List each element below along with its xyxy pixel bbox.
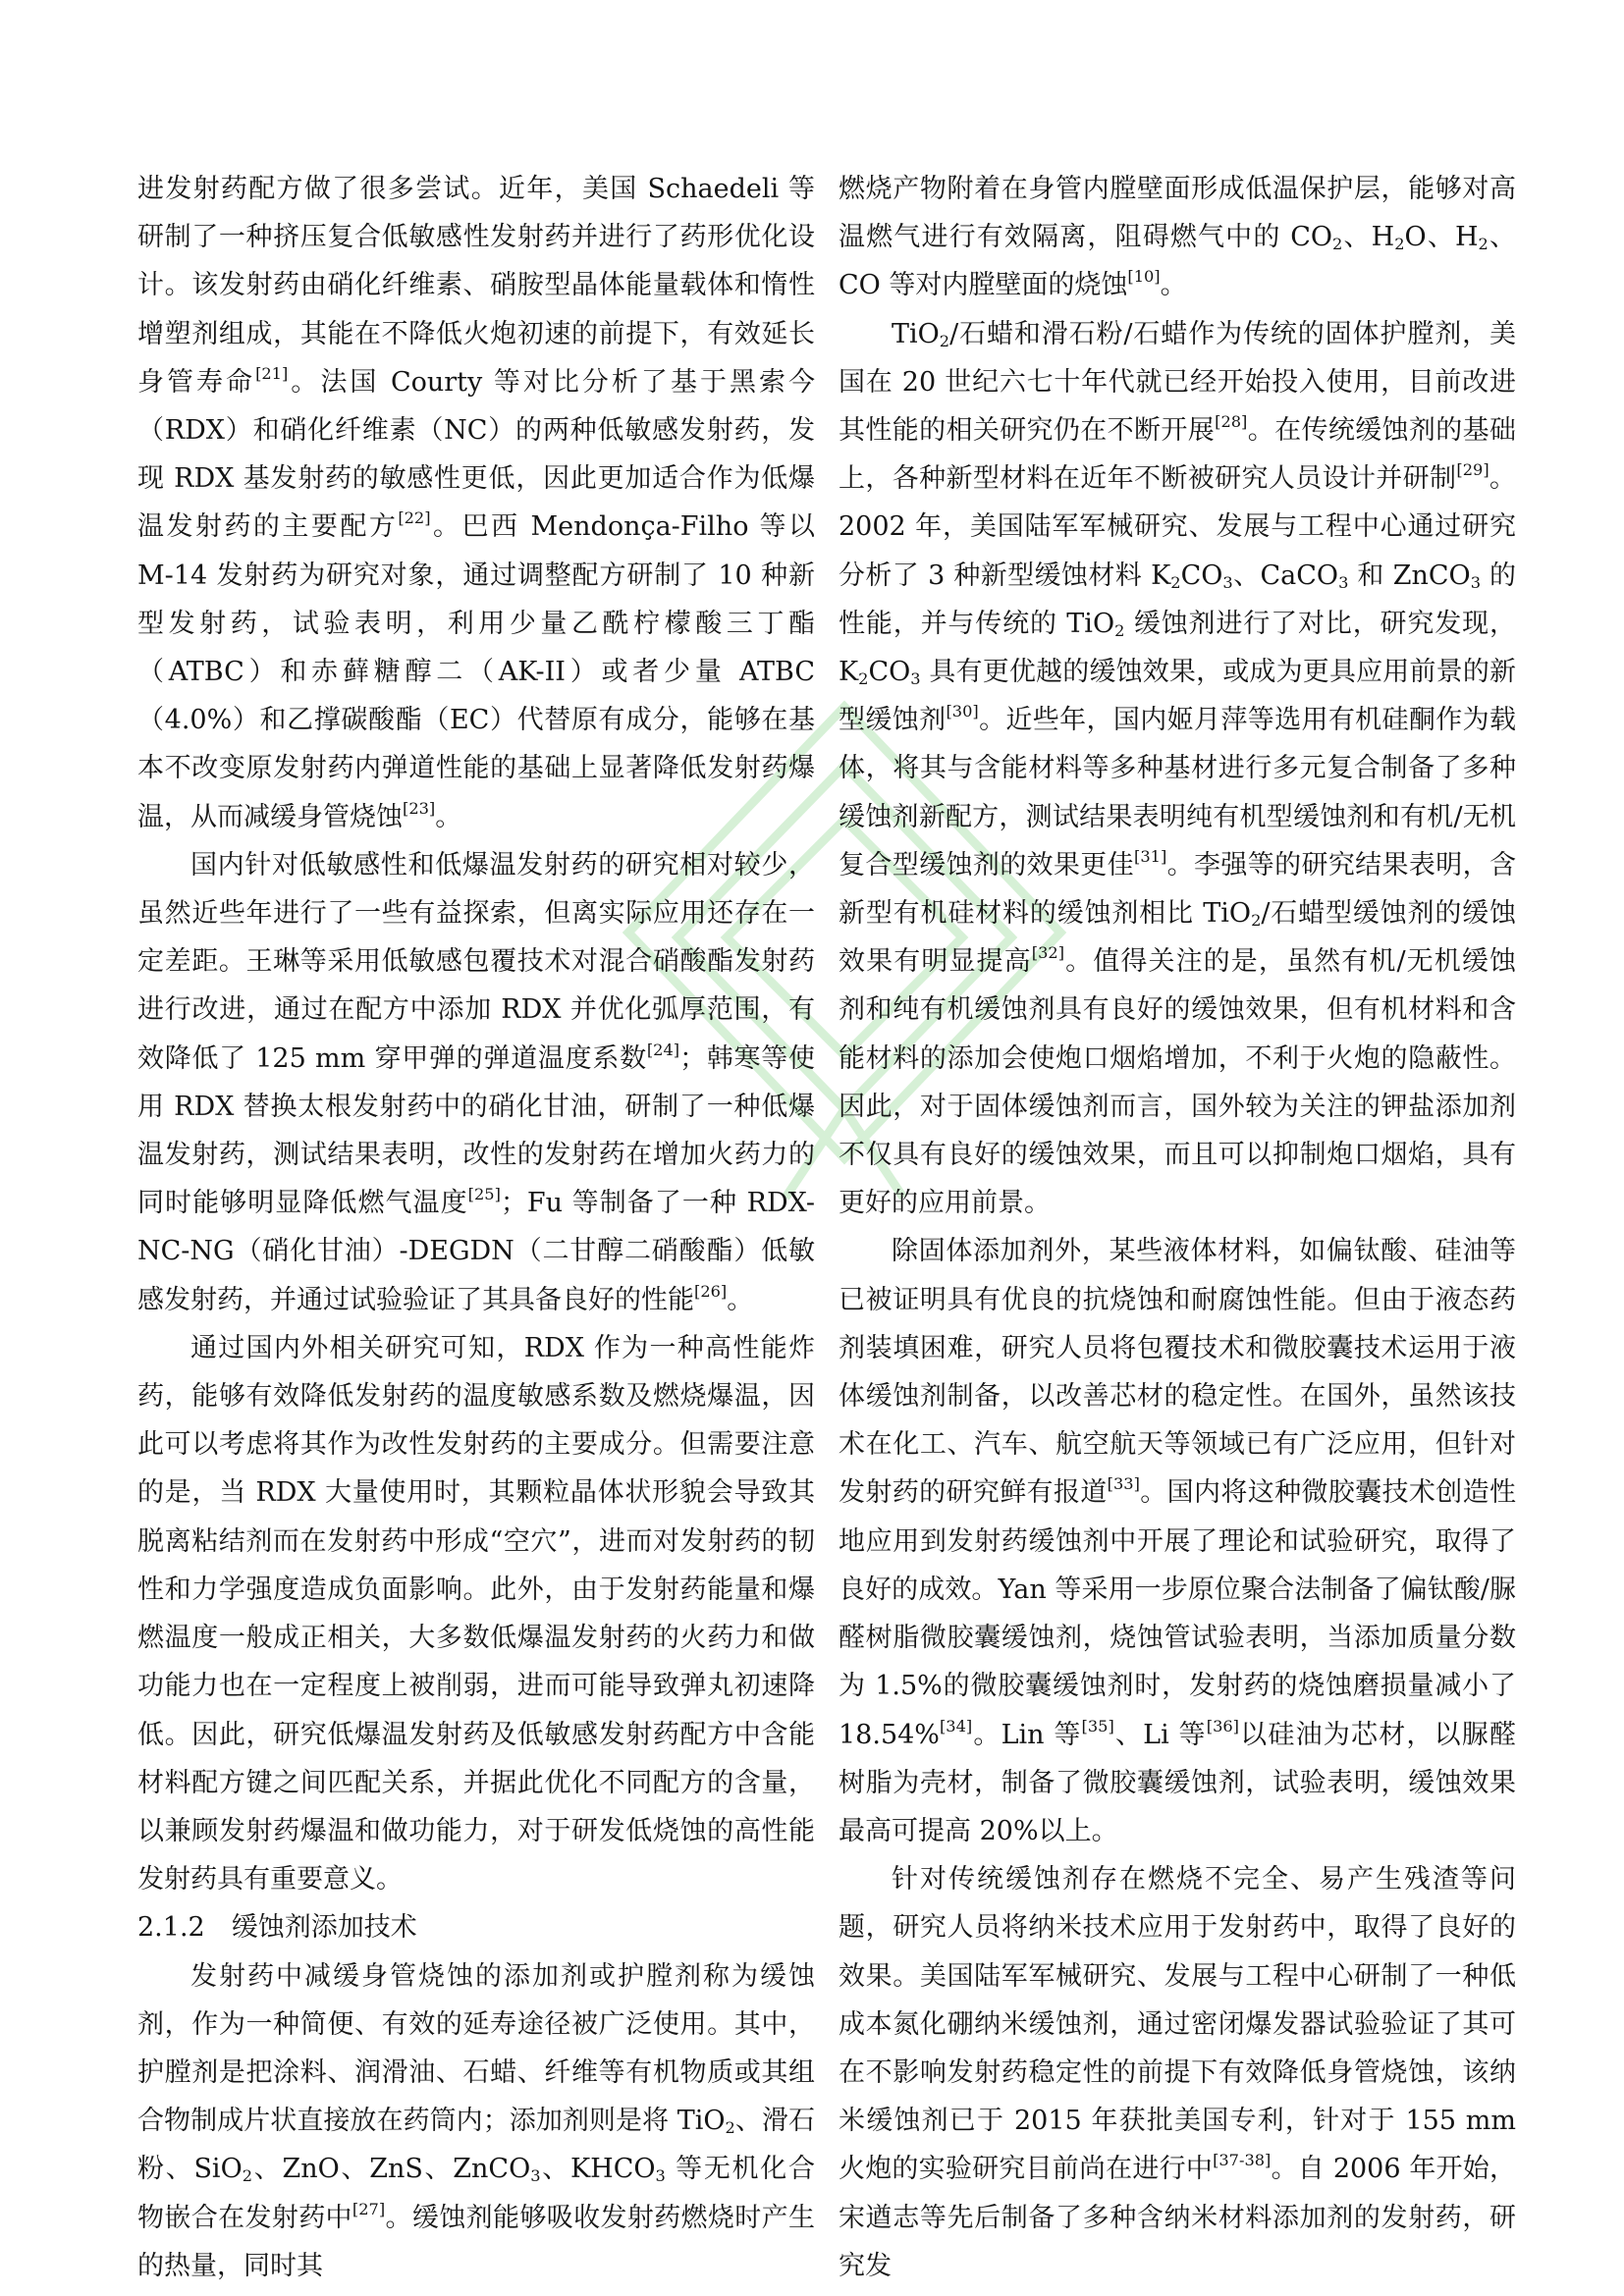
citation[interactable]: [24] bbox=[646, 1040, 680, 1059]
section-heading: 2.1.2 缓蚀剂添加技术 bbox=[137, 1912, 417, 1944]
citation[interactable]: [29] bbox=[1456, 460, 1489, 480]
paragraph: 发射药中减缓身管烧蚀的添加剂或护膛剂称为缓蚀剂，作为一种简便、有效的延寿途径被广泛使用。其中，护膛剂是把涂料、润滑油、石蜡、纤维等有机物质或其组合物制成片状直接放在药筒内；添加剂则是将 TiO$_2$、滑石粉、SiO$_2$、ZnO、ZnS、ZnCO$_3$、$KHCO_3$ 等无机化合物嵌合在发射药中[27]。缓蚀剂能够吸收发射药燃烧时产生的热量，同时其 bbox=[137, 1960, 815, 2281]
citation[interactable]: [25] bbox=[467, 1185, 501, 1204]
citation[interactable]: [36] bbox=[1206, 1716, 1239, 1735]
citation[interactable]: [21] bbox=[255, 363, 289, 383]
citation[interactable]: [28] bbox=[1215, 411, 1248, 431]
citation[interactable]: [32] bbox=[1031, 943, 1065, 963]
paragraph: 国内针对低敏感性和低爆温发射药的研究相对较少，虽然近些年进行了一些有益探索，但离实际应用还存在一定差距。王琳等采用低敏感包覆技术对混合硝酸酯发射药进行改进，通过在配方中添加 RDX 并优化弧厚范围，有效降低了 125 mm 穿甲弹的弹道温度系数[24]；韩寒等使用 RDX 替换太根发射药中的硝化甘油，研制了一种低爆温发射药，测试结果表明，改性的发射药在增加火药力的同时能够明显降低燃气温度[25]；Fu 等制备了一种 RDX-NC-NG（硝化甘油）-DEGDN（二甘醇二硝酸酯）低敏感发射药，并通过试验验证了其具备良好的性能[26]。 bbox=[137, 849, 816, 1315]
citation[interactable]: [10] bbox=[1127, 267, 1161, 287]
citation[interactable]: [37-38] bbox=[1213, 2151, 1272, 2170]
paragraph: 通过国内外相关研究可知，RDX 作为一种高性能炸药，能够有效降低发射药的温度敏感系数及燃烧爆温，因此可以考虑将其作为改性发射药的主要成分。但需要注意的是，当 RDX 大量使用时，其颗粒晶体状形貌会导致其脱离粘结剂而在发射药中形成“空穴”，进而对发射药的韧性和力学强度造成负面影响。此外，由于发射药能量和爆燃温度一般成正相关，大多数低爆温发射药的火药力和做功能力也在一定程度上被削弱，进而可能导致弹丸初速降低。因此，研究低爆温发射药及低敏感发射药配方中含能材料配方键之间匹配关系，并据此优化不同配方的含量，以兼顾发射药爆温和做功能力，对于研发低烧蚀的高性能发射药具有重要意义。 bbox=[137, 1332, 815, 1896]
citation[interactable]: [31] bbox=[1134, 846, 1167, 866]
paragraph: 除固体添加剂外，某些液体材料，如偏钛酸、硅油等已被证明具有优良的抗烧蚀和耐腐蚀性能。但由于液态药剂装填困难，研究人员将包覆技术和微胶囊技术运用于液体缓蚀剂制备，以改善芯材的稳定性。在国外，虽然该技术在化工、汽车、航空航天等领域已有广泛应用，但针对发射药的研究鲜有报道[33]。国内将这种微胶囊技术创造性地应用到发射药缓蚀剂中开展了理论和试验研究，取得了良好的成效。Yan 等采用一步原位聚合法制备了偏钛酸/脲醛树脂微胶囊缓蚀剂，烧蚀管试验表明，当添加质量分数为 1.5%的微胶囊缓蚀剂时，发射药的烧蚀磨损量减小了 18.54%[34]。Lin 等[35]、Li 等[36]以硅油为芯材，以脲醛树脂为壳材，制备了微胶囊缓蚀剂，试验表明，缓蚀效果最高可提高 20%以上。 bbox=[839, 1236, 1517, 1846]
citation[interactable]: [22] bbox=[398, 508, 431, 528]
paragraph: 针对传统缓蚀剂存在燃烧不完全、易产生残渣等问题，研究人员将纳米技术应用于发射药中，取得了良好的效果。美国陆军军械研究、发展与工程中心研制了一种低成本氮化硼纳米缓蚀剂，通过密闭爆发器试验验证了其可在不影响发射药稳定性的前提下有效降低身管烧蚀，该纳米缓蚀剂已于 2015 年获批美国专利，针对于 155 mm 火炮的实验研究目前尚在进行中[37-38]。自 2006 年开始，宋遒志等先后制备了多种含纳米材料添加剂的发射药，研究发 bbox=[839, 1864, 1516, 2281]
citation[interactable]: [26] bbox=[694, 1281, 728, 1301]
paragraph: 进发射药配方做了很多尝试。近年，美国 Schaedeli 等研制了一种挤压复合低敏感性发射药并进行了药形优化设计。该发射药由硝化纤维素、硝胺型晶体能量载体和惰性增塑剂组成，其能在不降低火炮初速的前提下，有效延长身管寿命[21]。法国 Courty 等对比分析了基于黑索今（RDX）和硝化纤维素（NC）的两种低敏感发射药，发现 RDX 基发射药的敏感性更低，因此更加适合作为低爆温发射药的主要配方[22]。巴西 Mendonça-Filho 等以 M-14 发射药为研究对象，通过调整配方研制了 10 种新型发射药，试验表明，利用少量乙酰柠檬酸三丁酯（ATBC）和赤藓糖醇二（AK-II）或者少量 ATBC（4.0%）和乙撑碳酸酯（EC）代替原有成分，能够在基本不改变原发射药内弹道性能的基础上显著降低发射药爆温，从而减缓身管烧蚀[23]。 bbox=[137, 174, 815, 832]
citation[interactable]: [35] bbox=[1081, 1716, 1114, 1735]
left-column bbox=[137, 165, 815, 2290]
citation[interactable]: [27] bbox=[352, 2199, 386, 2218]
citation[interactable]: [30] bbox=[946, 702, 979, 721]
citation[interactable]: [34] bbox=[939, 1716, 973, 1735]
paragraph: TiO$_2$/石蜡和滑石粉/石蜡作为传统的固体护膛剂，美国在 20 世纪六七十年代就已经开始投入使用，目前改进其性能的相关研究仍在不断开展[28]。在传统缓蚀剂的基础上，各种新型材料在近年不断被研究人员设计并研制[29]。2002 年，美国陆军军械研究、发展与工程中心通过研究分析了 3 种新型缓蚀材料 $K_2CO_3$、CaCO$_3$ 和 ZnCO$_3$ 的性能，并与传统的 TiO$_2$ 缓蚀剂进行了对比，研究发现，$K_2CO_3$ 具有更优越的缓蚀效果，或成为更具应用前景的新型缓蚀剂[30]。近些年，国内姬月萍等选用有机硅酮作为载体，将其与含能材料等多种基材进行多元复合制备了多种缓蚀剂新配方，测试结果表明纯有机型缓蚀剂和有机/无机复合型缓蚀剂的效果更佳[31]。李强等的研究结果表明，含新型有机硅材料的缓蚀剂相比 TiO$_2$/石蜡型缓蚀剂的缓蚀效果有明显提高[32]。值得关注的是，虽然有机/无机缓蚀剂和纯有机缓蚀剂具有良好的缓蚀效果，但有机材料和含能材料的添加会使炮口烟焰增加，不利于火炮的隐蔽性。因此，对于固体缓蚀剂而言，国外较为关注的钾盐添加剂不仅具有良好的缓蚀效果，而且可以抑制炮口烟焰，具有更好的应用前景。 bbox=[839, 318, 1517, 1219]
citation[interactable]: [33] bbox=[1107, 1474, 1140, 1494]
right-column bbox=[839, 165, 1516, 2290]
paragraph: 燃烧产物附着在身管内膛壁面形成低温保护层，能够对高温燃气进行有效隔离，阻碍燃气中的 $CO_2$、$H_2O$、$H_2$、CO 等对内膛壁面的烧蚀[10]。 bbox=[839, 174, 1516, 301]
citation[interactable]: [23] bbox=[403, 798, 436, 818]
